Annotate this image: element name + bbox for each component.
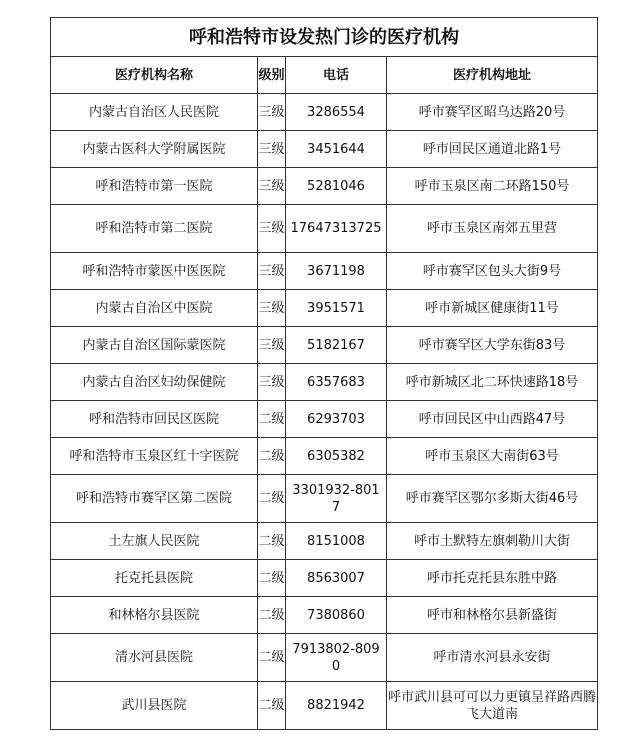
address-cell: 呼市赛罕区昭乌达路20号	[387, 94, 598, 131]
level-cell: 三级	[258, 253, 286, 290]
address-cell: 呼市新城区健康街11号	[387, 290, 598, 327]
hospital-name-cell: 呼和浩特市玉泉区红十字医院	[51, 438, 258, 475]
hospital-name-cell: 内蒙古医科大学附属医院	[51, 131, 258, 168]
level-cell: 二级	[258, 634, 286, 682]
phone-cell: 6305382	[286, 438, 387, 475]
hospital-name-cell: 清水河县医院	[51, 634, 258, 682]
level-cell: 二级	[258, 475, 286, 523]
level-cell: 三级	[258, 364, 286, 401]
phone-cell: 3301932-8017	[286, 475, 387, 523]
address-cell: 呼市回民区中山西路47号	[387, 401, 598, 438]
level-cell: 三级	[258, 94, 286, 131]
table-row	[51, 597, 598, 634]
phone-cell: 17647313725	[286, 205, 387, 253]
phone-cell: 6357683	[286, 364, 387, 401]
level-cell: 三级	[258, 205, 286, 253]
table-row	[51, 327, 598, 364]
phone-cell: 5182167	[286, 327, 387, 364]
table-row	[51, 253, 598, 290]
level-cell: 三级	[258, 290, 286, 327]
table-row	[51, 438, 598, 475]
phone-cell: 3671198	[286, 253, 387, 290]
document-page	[50, 17, 598, 730]
address-cell: 呼市赛罕区大学东街83号	[387, 327, 598, 364]
header-level: 级别	[258, 57, 286, 94]
table-row	[51, 401, 598, 438]
level-cell: 二级	[258, 682, 286, 730]
table-row	[51, 364, 598, 401]
level-cell: 二级	[258, 438, 286, 475]
address-cell: 呼市和林格尔县新盛街	[387, 597, 598, 634]
hospital-name-cell: 土左旗人民医院	[51, 523, 258, 560]
hospital-name-cell: 内蒙古自治区人民医院	[51, 94, 258, 131]
table-row	[51, 475, 598, 523]
phone-cell: 6293703	[286, 401, 387, 438]
hospital-name-cell: 武川县医院	[51, 682, 258, 730]
header-phone: 电话	[286, 57, 387, 94]
header-name: 医疗机构名称	[51, 57, 258, 94]
table-row	[51, 94, 598, 131]
address-cell: 呼市玉泉区大南街63号	[387, 438, 598, 475]
hospital-name-cell: 呼和浩特市回民区医院	[51, 401, 258, 438]
address-cell: 呼市回民区通道北路1号	[387, 131, 598, 168]
table-row	[51, 168, 598, 205]
table-row	[51, 290, 598, 327]
address-cell: 呼市托克托县东胜中路	[387, 560, 598, 597]
phone-cell: 5281046	[286, 168, 387, 205]
phone-cell: 3951571	[286, 290, 387, 327]
address-cell: 呼市土默特左旗刺勒川大街	[387, 523, 598, 560]
table-row	[51, 205, 598, 253]
hospital-name-cell: 托克托县医院	[51, 560, 258, 597]
phone-cell: 7913802-8090	[286, 634, 387, 682]
address-cell: 呼市赛罕区包头大街9号	[387, 253, 598, 290]
level-cell: 二级	[258, 597, 286, 634]
table-title: 呼和浩特市设发热门诊的医疗机构	[51, 18, 598, 57]
hospital-name-cell: 和林格尔县医院	[51, 597, 258, 634]
table-row	[51, 634, 598, 682]
hospital-table	[50, 17, 598, 730]
level-cell: 二级	[258, 523, 286, 560]
hospital-name-cell: 呼和浩特市第二医院	[51, 205, 258, 253]
phone-cell: 8821942	[286, 682, 387, 730]
address-cell: 呼市赛罕区鄂尔多斯大街46号	[387, 475, 598, 523]
address-cell: 呼市新城区北二环快速路18号	[387, 364, 598, 401]
address-cell: 呼市玉泉区南二环路150号	[387, 168, 598, 205]
phone-cell: 7380860	[286, 597, 387, 634]
header-row	[51, 57, 598, 94]
phone-cell: 8563007	[286, 560, 387, 597]
address-cell: 呼市清水河县永安街	[387, 634, 598, 682]
hospital-name-cell: 呼和浩特市第一医院	[51, 168, 258, 205]
address-cell: 呼市武川县可可以力更镇呈祥路西腾飞大道南	[387, 682, 598, 730]
address-cell: 呼市玉泉区南郊五里营	[387, 205, 598, 253]
level-cell: 二级	[258, 560, 286, 597]
phone-cell: 3451644	[286, 131, 387, 168]
hospital-name-cell: 呼和浩特市蒙医中医医院	[51, 253, 258, 290]
table-row	[51, 560, 598, 597]
hospital-name-cell: 内蒙古自治区妇幼保健院	[51, 364, 258, 401]
phone-cell: 8151008	[286, 523, 387, 560]
header-address: 医疗机构地址	[387, 57, 598, 94]
phone-cell: 3286554	[286, 94, 387, 131]
table-row	[51, 131, 598, 168]
table-row	[51, 682, 598, 730]
level-cell: 三级	[258, 168, 286, 205]
level-cell: 三级	[258, 131, 286, 168]
table-row	[51, 523, 598, 560]
hospital-name-cell: 内蒙古自治区中医院	[51, 290, 258, 327]
level-cell: 三级	[258, 327, 286, 364]
hospital-name-cell: 内蒙古自治区国际蒙医院	[51, 327, 258, 364]
level-cell: 二级	[258, 401, 286, 438]
hospital-name-cell: 呼和浩特市赛罕区第二医院	[51, 475, 258, 523]
